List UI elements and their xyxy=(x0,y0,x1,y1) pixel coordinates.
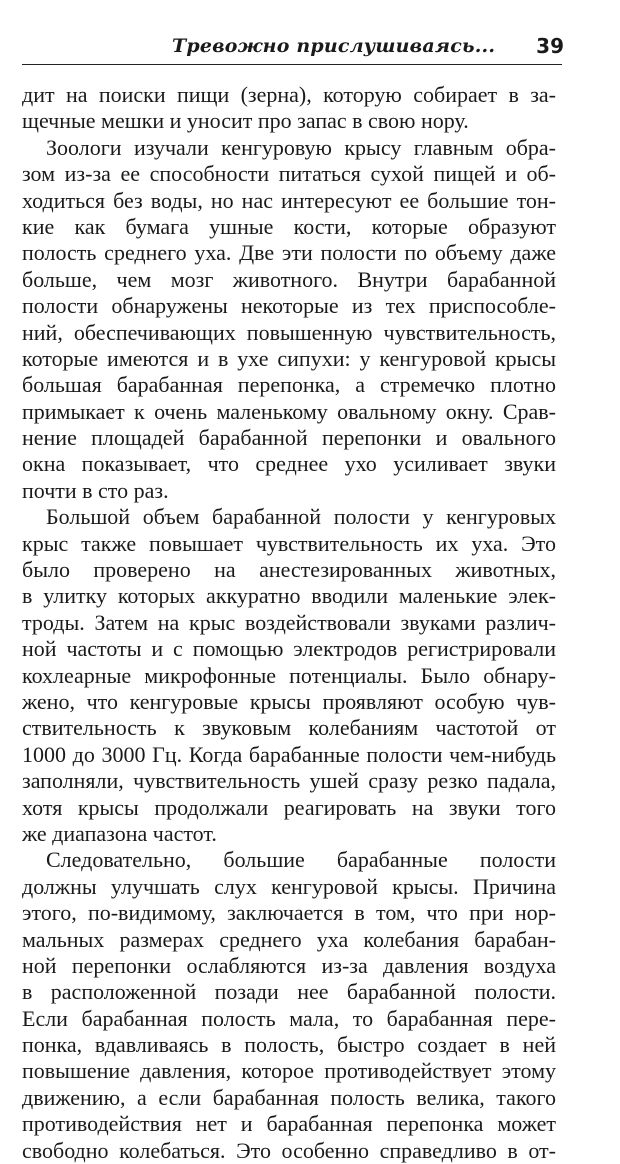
text-line: зом из-за ее способности питаться сухой пищей и об- xyxy=(22,161,556,187)
body-text xyxy=(22,82,556,1164)
text-line: заполняли, чувствительность ушей сразу резко падала, xyxy=(22,768,556,794)
text-line: полость среднего уха. Две эти полости по объему даже xyxy=(22,240,556,266)
text-line: кохлеарные микрофонные потенциалы. Было обнару- xyxy=(22,662,556,688)
text-line: ходиться без воды, но нас интересуют ее большие тон- xyxy=(22,187,556,213)
text-line: Если барабанная полость мала, то барабанная пере- xyxy=(22,1005,556,1031)
text-line: же диапазона частот. xyxy=(22,820,217,846)
text-line: повышение давления, которое противодействует этому xyxy=(22,1058,556,1084)
text-line: ствительность к звуковым колебаниям частотой от xyxy=(22,715,556,741)
text-line: полости обнаружены некоторые из тех приспособле- xyxy=(22,293,556,319)
text-line: ной перепонки ослабляются из-за давления воздуха xyxy=(22,952,556,978)
text-line: нение площадей барабанной перепонки и овального xyxy=(22,425,556,451)
text-line: щечные мешки и уносит про запас в свою нору. xyxy=(22,108,469,134)
header-rule xyxy=(22,64,562,65)
page-number: 39 xyxy=(536,34,564,58)
text-line: примыкает к очень маленькому овальному окну. Срав- xyxy=(22,398,556,424)
text-line: 1000 до 3000 Гц. Когда барабанные полости чем-нибудь xyxy=(22,741,556,767)
text-line: движению, а если барабанная полость велика, такого xyxy=(22,1084,556,1110)
text-line: дит на поиски пищи (зерна), которую собирает в за- xyxy=(22,82,556,107)
text-line: хотя крысы продолжали реагировать на звуки того xyxy=(22,794,556,820)
text-line: которые имеются и в ухе сипухи: у кенгуровой крысы xyxy=(22,345,556,371)
text-line: в улитку которых аккуратно вводили маленькие элек- xyxy=(22,583,556,609)
text-line: окна показывает, что среднее ухо усиливает звуки xyxy=(22,451,556,477)
text-line: противодействия нет и барабанная перепонка может xyxy=(22,1111,556,1137)
text-line: было проверено на анестезированных животных, xyxy=(22,557,556,583)
text-line: ний, обеспечивающих повышенную чувствительность, xyxy=(22,319,556,345)
text-line: в расположенной позади нее барабанной полости. xyxy=(22,979,556,1005)
text-line: Большой объем барабанной полости у кенгуровых xyxy=(46,504,556,530)
text-line: кие как бумага ушные кости, которые образуют xyxy=(22,213,556,239)
text-line: жено, что кенгуровые крысы проявляют особую чув- xyxy=(22,688,556,714)
text-line: свободно колебаться. Это особенно справедливо в от- xyxy=(22,1137,556,1163)
text-line: этого, по-видимому, заключается в том, что при нор- xyxy=(22,900,556,926)
running-title: Тревожно прислушиваясь... xyxy=(172,35,496,57)
text-line: должны улучшать слух кенгуровой крысы. Причина xyxy=(22,873,556,899)
text-line: Зоологи изучали кенгуровую крысу главным обра- xyxy=(46,134,556,160)
text-line: Следовательно, большие барабанные полости xyxy=(46,847,556,873)
text-line: мальных размерах среднего уха колебания барабан- xyxy=(22,926,556,952)
text-line: почти в сто раз. xyxy=(22,477,169,503)
text-line: троды. Затем на крыс воздействовали звуками различ- xyxy=(22,609,556,635)
text-line: ной частоты и с помощью электродов регистрировали xyxy=(22,636,556,662)
running-header xyxy=(22,30,562,66)
text-line: понка, вдавливаясь в полость, быстро создает в ней xyxy=(22,1032,556,1058)
text-line: больше, чем мозг животного. Внутри барабанной xyxy=(22,266,556,292)
text-line: крыс также повышает чувствительность их уха. Это xyxy=(22,530,556,556)
text-line: большая барабанная перепонка, а стремечко плотно xyxy=(22,372,556,398)
